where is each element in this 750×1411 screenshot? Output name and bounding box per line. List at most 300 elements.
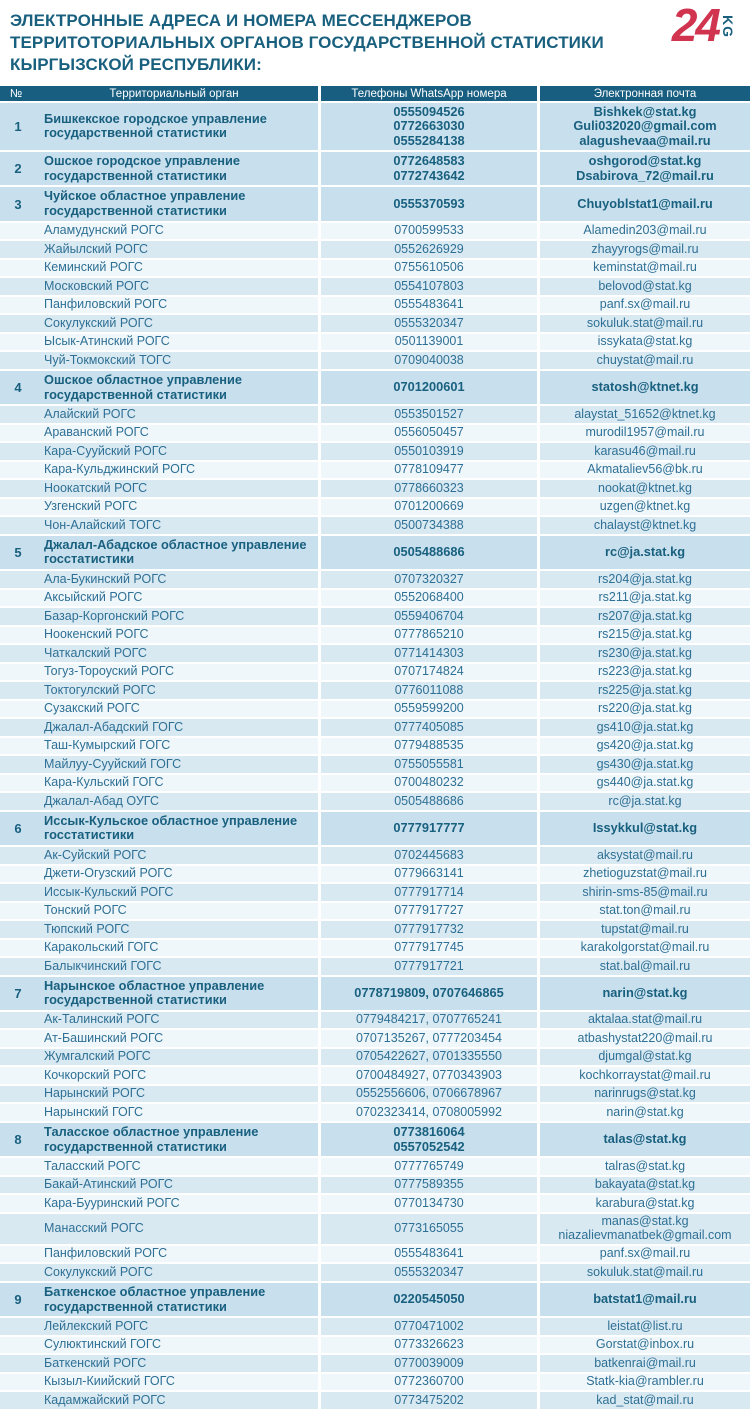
table-row xyxy=(0,847,750,866)
phone-cell xyxy=(318,977,537,1010)
email-address: aksystat@mail.ru xyxy=(596,847,694,862)
table-row xyxy=(0,1195,750,1214)
email-cell xyxy=(537,847,750,864)
section-row xyxy=(0,371,750,406)
email-address: rs207@ja.stat.kg xyxy=(598,608,692,623)
email-address: batkenrai@mail.ru xyxy=(594,1355,696,1370)
row-number xyxy=(0,1158,36,1175)
phone-cell xyxy=(318,921,537,938)
phone-cell xyxy=(318,499,537,516)
phone-number: 0557052542 xyxy=(393,1138,465,1154)
email-address: atbashystat220@mail.ru xyxy=(577,1030,713,1045)
org-name: Аламудунский РОГС xyxy=(44,223,164,238)
email-address: karakolgorstat@mail.ru xyxy=(580,940,710,955)
phone-number: 0552068400 xyxy=(394,590,464,605)
email-address: zhetioguzstat@mail.ru xyxy=(583,866,707,881)
phone-number: 0772743642 xyxy=(393,167,465,183)
org-name: Кара-Бууринский РОГС xyxy=(44,1195,180,1210)
table-row xyxy=(0,608,750,627)
row-number xyxy=(0,1214,36,1244)
row-number xyxy=(0,1012,36,1029)
phone-number: 0701200601 xyxy=(393,379,465,395)
org-name: Таш-Кумырский ГОГС xyxy=(44,738,171,753)
phone-cell xyxy=(318,297,537,314)
org-name: Араванский РОГС xyxy=(44,425,149,440)
table-row xyxy=(0,590,750,609)
email-cell xyxy=(537,812,750,845)
phone-cell xyxy=(318,1123,537,1156)
row-number xyxy=(0,847,36,864)
email-address: Gorstat@inbox.ru xyxy=(595,1337,695,1352)
table-row xyxy=(0,406,750,425)
email-address: rs220@ja.stat.kg xyxy=(598,701,692,716)
table-row xyxy=(0,1030,750,1049)
phone-number: 0777917777 xyxy=(393,820,465,836)
table-row xyxy=(0,278,750,297)
org-name: Нарынский ГОГС xyxy=(44,1104,143,1119)
table-row xyxy=(0,664,750,683)
row-number xyxy=(0,903,36,920)
org-name: Майлуу-Сууйский ГОГС xyxy=(44,756,182,771)
email-address: djumgal@stat.kg xyxy=(598,1049,692,1064)
phone-cell xyxy=(318,1214,537,1244)
phone-number: 0770039009 xyxy=(394,1355,464,1370)
email-address: kochkorraystat@mail.ru xyxy=(579,1067,711,1082)
phone-number: 0702323414, 0708005992 xyxy=(356,1104,502,1119)
phone-number: 0555320347 xyxy=(394,315,464,330)
phone-number: 0773165055 xyxy=(394,1221,464,1236)
phone-cell xyxy=(318,1030,537,1047)
phone-cell xyxy=(318,1012,537,1029)
row-number xyxy=(0,627,36,644)
email-address: talas@stat.kg xyxy=(603,1131,687,1147)
phone-number: 0755610506 xyxy=(394,260,464,275)
phone-cell xyxy=(318,315,537,332)
table-row xyxy=(0,1049,750,1068)
row-number xyxy=(0,241,36,258)
row-number xyxy=(0,1086,36,1103)
email-cell xyxy=(537,921,750,938)
table-row xyxy=(0,756,750,775)
email-cell xyxy=(537,536,750,569)
email-cell xyxy=(537,406,750,423)
table-row xyxy=(0,1158,750,1177)
org-name: Чуй-Токмокский ТОГС xyxy=(44,352,172,367)
email-address: chuystat@mail.ru xyxy=(596,352,694,367)
phone-number: 0707135267, 0777203454 xyxy=(356,1030,502,1045)
phone-number: 0505488686 xyxy=(393,544,465,560)
phone-cell xyxy=(318,536,537,569)
email-address: Statk-kia@rambler.ru xyxy=(586,1374,704,1389)
org-name: Бишкекское городское управление государственной статистики xyxy=(44,110,267,141)
row-number xyxy=(0,406,36,423)
email-address: rc@ja.stat.kg xyxy=(604,544,686,560)
email-address: leistat@list.ru xyxy=(607,1318,683,1333)
email-cell xyxy=(537,480,750,497)
phone-number: 0707174824 xyxy=(394,664,464,679)
row-number xyxy=(0,719,36,736)
email-cell xyxy=(537,571,750,588)
email-cell xyxy=(537,443,750,460)
row-number xyxy=(0,958,36,975)
page-title: ЭЛЕКТРОННЫЕ АДРЕСА И НОМЕРА МЕССЕНДЖЕРОВ ТЕРРИТОТОРИАЛЬНЫХ ОРГАНОВ ГОСУДАРСТВЕННОЙ СТАТИСТИКИ КЫРГЫЗСКОЙ РЕСПУБЛИКИ: xyxy=(10,11,604,75)
phone-number: 0755055581 xyxy=(394,756,464,771)
table-row xyxy=(0,1355,750,1374)
email-address: rs204@ja.stat.kg xyxy=(598,571,692,586)
org-name: Ала-Букинский РОГС xyxy=(44,571,167,586)
email-cell xyxy=(537,1264,750,1281)
org-name: Панфиловский РОГС xyxy=(44,1246,168,1261)
org-name: Кеминский РОГС xyxy=(44,260,143,275)
email-cell xyxy=(537,334,750,351)
phone-cell xyxy=(318,1086,537,1103)
table-row xyxy=(0,297,750,316)
phone-number: 0777865210 xyxy=(394,627,464,642)
phone-cell xyxy=(318,406,537,423)
org-name: Сокулукский РОГС xyxy=(44,1264,153,1279)
email-address: sokuluk.stat@mail.ru xyxy=(586,315,704,330)
email-address: issykata@stat.kg xyxy=(597,334,693,349)
phone-cell xyxy=(318,812,537,845)
email-address: uzgen@ktnet.kg xyxy=(599,499,691,514)
email-address: oshgorod@stat.kg xyxy=(588,153,702,169)
phone-cell xyxy=(318,1392,537,1409)
email-cell xyxy=(537,1177,750,1194)
email-cell xyxy=(537,645,750,662)
email-address: niazalievmanatbek@gmail.com xyxy=(558,1227,732,1242)
email-address: Issykkul@stat.kg xyxy=(592,820,698,836)
phone-number: 0778719809, 0707646865 xyxy=(354,985,504,1001)
phone-number: 0778109477 xyxy=(394,462,464,477)
row-number xyxy=(0,425,36,442)
org-name: Тогуз-Тороуский РОГС xyxy=(44,664,174,679)
email-address: gs420@ja.stat.kg xyxy=(596,738,694,753)
table-row xyxy=(0,1086,750,1105)
org-name: Ат-Башинский РОГС xyxy=(44,1030,164,1045)
org-name: Иссык-Кульский РОГС xyxy=(44,884,174,899)
email-cell xyxy=(537,1283,750,1316)
email-address: Bishkek@stat.kg xyxy=(593,104,697,119)
table-row xyxy=(0,1012,750,1031)
phone-number: 0552626929 xyxy=(394,241,464,256)
phone-cell xyxy=(318,480,537,497)
table-row xyxy=(0,921,750,940)
phone-cell xyxy=(318,608,537,625)
row-number xyxy=(0,1104,36,1121)
email-address: belovod@stat.kg xyxy=(598,278,692,293)
table-row xyxy=(0,958,750,977)
table-row xyxy=(0,1337,750,1356)
email-address: Dsabirova_72@mail.ru xyxy=(576,167,714,183)
org-name: Балыкчинский ГОГС xyxy=(44,958,162,973)
table-row xyxy=(0,866,750,885)
org-name: Аксыйский РОГС xyxy=(44,590,143,605)
phone-cell xyxy=(318,1067,537,1084)
row-number xyxy=(0,1067,36,1084)
column-header-email: Электронная почта xyxy=(537,86,750,101)
phone-cell xyxy=(318,1355,537,1372)
row-number xyxy=(0,1177,36,1194)
email-cell xyxy=(537,977,750,1010)
section-row xyxy=(0,977,750,1012)
org-name: Кызыл-Киийский ГОГС xyxy=(44,1374,175,1389)
org-name: Кара-Кульский ГОГС xyxy=(44,775,164,790)
email-address: Alamedin203@mail.ru xyxy=(583,223,707,238)
phone-cell xyxy=(318,571,537,588)
phone-cell xyxy=(318,1195,537,1212)
phone-number: 0700484927, 0770343903 xyxy=(356,1067,502,1082)
table-row xyxy=(0,940,750,959)
email-cell xyxy=(537,1123,750,1156)
org-name: Кара-Сууйский РОГС xyxy=(44,443,167,458)
logo-24-text: 24 xyxy=(671,0,719,51)
email-cell xyxy=(537,1086,750,1103)
email-cell xyxy=(537,701,750,718)
email-address: batstat1@mail.ru xyxy=(593,1291,697,1307)
table-row xyxy=(0,352,750,371)
org-name: Джети-Огузский РОГС xyxy=(44,866,173,881)
email-cell xyxy=(537,958,750,975)
phone-number: 0777917721 xyxy=(394,958,464,973)
row-number xyxy=(0,590,36,607)
email-cell xyxy=(537,664,750,681)
column-header-number: № xyxy=(9,87,23,100)
email-address: shirin-sms-85@mail.ru xyxy=(582,884,708,899)
email-address: alagushevaa@mail.ru xyxy=(579,132,711,148)
email-address: sokuluk.stat@mail.ru xyxy=(586,1264,704,1279)
row-number xyxy=(0,756,36,773)
email-cell xyxy=(537,1195,750,1212)
phone-number: 0554107803 xyxy=(394,278,464,293)
phone-cell xyxy=(318,1246,537,1263)
phone-number: 0779484217, 0707765241 xyxy=(356,1012,502,1027)
row-number xyxy=(0,443,36,460)
org-name: Жумгалский РОГС xyxy=(44,1049,151,1064)
row-number: 1 xyxy=(14,118,22,134)
email-cell xyxy=(537,223,750,240)
row-number: 7 xyxy=(14,985,22,1001)
row-number xyxy=(0,664,36,681)
row-number xyxy=(0,1318,36,1335)
table-row xyxy=(0,1392,750,1411)
email-cell xyxy=(537,627,750,644)
org-name: Чаткалский РОГС xyxy=(44,645,147,660)
phone-number: 0501139001 xyxy=(394,334,464,349)
table-row xyxy=(0,334,750,353)
email-address: kad_stat@mail.ru xyxy=(596,1392,694,1407)
phone-number: 0770134730 xyxy=(394,1195,464,1210)
phone-number: 0505488686 xyxy=(394,793,464,808)
section-row xyxy=(0,536,750,571)
row-number xyxy=(0,738,36,755)
table-row xyxy=(0,1374,750,1393)
email-address: rs211@ja.stat.kg xyxy=(598,590,692,605)
table-row xyxy=(0,1214,750,1246)
phone-number: 0777917727 xyxy=(394,903,464,918)
phone-number: 0772648583 xyxy=(393,153,465,169)
email-address: statosh@ktnet.kg xyxy=(591,379,699,395)
row-number xyxy=(0,608,36,625)
email-cell xyxy=(537,517,750,534)
table-row xyxy=(0,701,750,720)
row-number xyxy=(0,352,36,369)
email-address: panf.sx@mail.ru xyxy=(599,297,691,312)
phone-number: 0700480232 xyxy=(394,775,464,790)
phone-number: 0500734388 xyxy=(394,517,464,532)
org-name: Бакай-Атинский РОГС xyxy=(44,1177,173,1192)
table-row xyxy=(0,571,750,590)
email-address: stat.ton@mail.ru xyxy=(599,903,691,918)
row-number: 6 xyxy=(14,820,22,836)
org-name: Тонский РОГС xyxy=(44,903,127,918)
org-name: Лейлекский РОГС xyxy=(44,1318,149,1333)
phone-number: 0552556606, 0706678967 xyxy=(356,1086,502,1101)
email-address: alaystat_51652@ktnet.kg xyxy=(574,406,716,421)
phone-cell xyxy=(318,903,537,920)
email-cell xyxy=(537,608,750,625)
phone-cell xyxy=(318,1049,537,1066)
phone-cell xyxy=(318,775,537,792)
email-address: rs223@ja.stat.kg xyxy=(598,664,692,679)
phone-number: 0709040038 xyxy=(394,352,464,367)
org-name: Токтогулский РОГС xyxy=(44,682,156,697)
table-row xyxy=(0,241,750,260)
row-number xyxy=(0,866,36,883)
email-cell xyxy=(537,884,750,901)
phone-number: 0770471002 xyxy=(394,1318,464,1333)
phone-cell xyxy=(318,738,537,755)
row-number xyxy=(0,1264,36,1281)
org-name: Кочкорский РОГС xyxy=(44,1067,147,1082)
email-cell xyxy=(537,866,750,883)
email-address: narin@stat.kg xyxy=(602,985,688,1001)
section-row xyxy=(0,1283,750,1318)
row-number xyxy=(0,701,36,718)
email-cell xyxy=(537,352,750,369)
row-number xyxy=(0,223,36,240)
table-header-row xyxy=(0,86,750,103)
org-name: Ак-Суйский РОГС xyxy=(44,847,147,862)
org-name: Жайылский РОГС xyxy=(44,241,149,256)
phone-number: 0777917732 xyxy=(394,921,464,936)
table-row xyxy=(0,1177,750,1196)
org-name: Панфиловский РОГС xyxy=(44,297,168,312)
phone-number: 0555483641 xyxy=(394,1246,464,1261)
row-number xyxy=(0,1195,36,1212)
org-name: Чон-Алайский ТОГС xyxy=(44,517,162,532)
table-row xyxy=(0,793,750,812)
email-cell xyxy=(537,590,750,607)
phone-cell xyxy=(318,682,537,699)
table-row xyxy=(0,1318,750,1337)
email-address: rs215@ja.stat.kg xyxy=(598,627,692,642)
phone-cell xyxy=(318,1177,537,1194)
org-name: Джалал-Абадский ГОГС xyxy=(44,719,184,734)
email-address: talras@stat.kg xyxy=(604,1158,686,1173)
org-name: Тюпский РОГС xyxy=(44,921,130,936)
email-cell xyxy=(537,756,750,773)
row-number xyxy=(0,921,36,938)
logo-kg-text: KG xyxy=(720,14,736,38)
row-number xyxy=(0,682,36,699)
row-number xyxy=(0,1246,36,1263)
phone-cell xyxy=(318,462,537,479)
email-cell xyxy=(537,1355,750,1372)
phone-cell xyxy=(318,1318,537,1335)
phone-cell xyxy=(318,627,537,644)
phone-number: 0772360700 xyxy=(394,1374,464,1389)
phone-cell xyxy=(318,645,537,662)
email-cell xyxy=(537,315,750,332)
row-number xyxy=(0,260,36,277)
phone-number: 0555320347 xyxy=(394,1264,464,1279)
email-address: rs225@ja.stat.kg xyxy=(598,682,692,697)
table-row xyxy=(0,1264,750,1283)
phone-cell xyxy=(318,517,537,534)
email-address: gs430@ja.stat.kg xyxy=(596,756,694,771)
org-name: Нарынское областное управление государственной статистики xyxy=(44,977,265,1008)
phone-cell xyxy=(318,278,537,295)
phone-number: 0777917745 xyxy=(394,940,464,955)
email-cell xyxy=(537,719,750,736)
page-header xyxy=(0,0,750,86)
phone-number: 0777917714 xyxy=(394,884,464,899)
phone-number: 0777589355 xyxy=(394,1177,464,1192)
row-number: 8 xyxy=(14,1132,22,1148)
logo-24kg xyxy=(671,0,736,51)
email-address: rc@ja.stat.kg xyxy=(608,793,682,808)
phone-cell xyxy=(318,756,537,773)
phone-number: 0559599200 xyxy=(394,701,464,716)
email-address: rs230@ja.stat.kg xyxy=(598,645,692,660)
section-row xyxy=(0,152,750,187)
phone-cell xyxy=(318,1283,537,1316)
row-number xyxy=(0,645,36,662)
org-name: Ноокенский РОГС xyxy=(44,627,149,642)
email-cell xyxy=(537,260,750,277)
row-number: 3 xyxy=(14,196,22,212)
email-address: stat.bal@mail.ru xyxy=(599,958,691,973)
table-row xyxy=(0,315,750,334)
phone-cell xyxy=(318,1337,537,1354)
org-name: Сулюктинский ГОГС xyxy=(44,1337,162,1352)
email-cell xyxy=(537,1067,750,1084)
phone-number: 0555483641 xyxy=(394,297,464,312)
phone-cell xyxy=(318,223,537,240)
phone-number: 0773816064 xyxy=(393,1124,465,1140)
email-address: murodil1957@mail.ru xyxy=(585,425,705,440)
row-number xyxy=(0,462,36,479)
org-name: Каракольский ГОГС xyxy=(44,940,159,955)
email-address: tupstat@mail.ru xyxy=(601,921,689,936)
row-number xyxy=(0,1337,36,1354)
phone-number: 0555370593 xyxy=(393,195,465,211)
table-body xyxy=(0,103,750,1411)
email-cell xyxy=(537,152,750,185)
contacts-table xyxy=(0,86,750,1411)
row-number xyxy=(0,297,36,314)
table-row xyxy=(0,499,750,518)
org-name: Ошское городское управление государственной статистики xyxy=(44,152,240,183)
phone-number: 0773326623 xyxy=(394,1337,464,1352)
org-name: Кара-Кульджинский РОГС xyxy=(44,462,196,477)
table-row xyxy=(0,517,750,536)
email-cell xyxy=(537,371,750,404)
row-number xyxy=(0,1355,36,1372)
phone-cell xyxy=(318,847,537,864)
email-cell xyxy=(537,1030,750,1047)
row-number: 5 xyxy=(14,544,22,560)
